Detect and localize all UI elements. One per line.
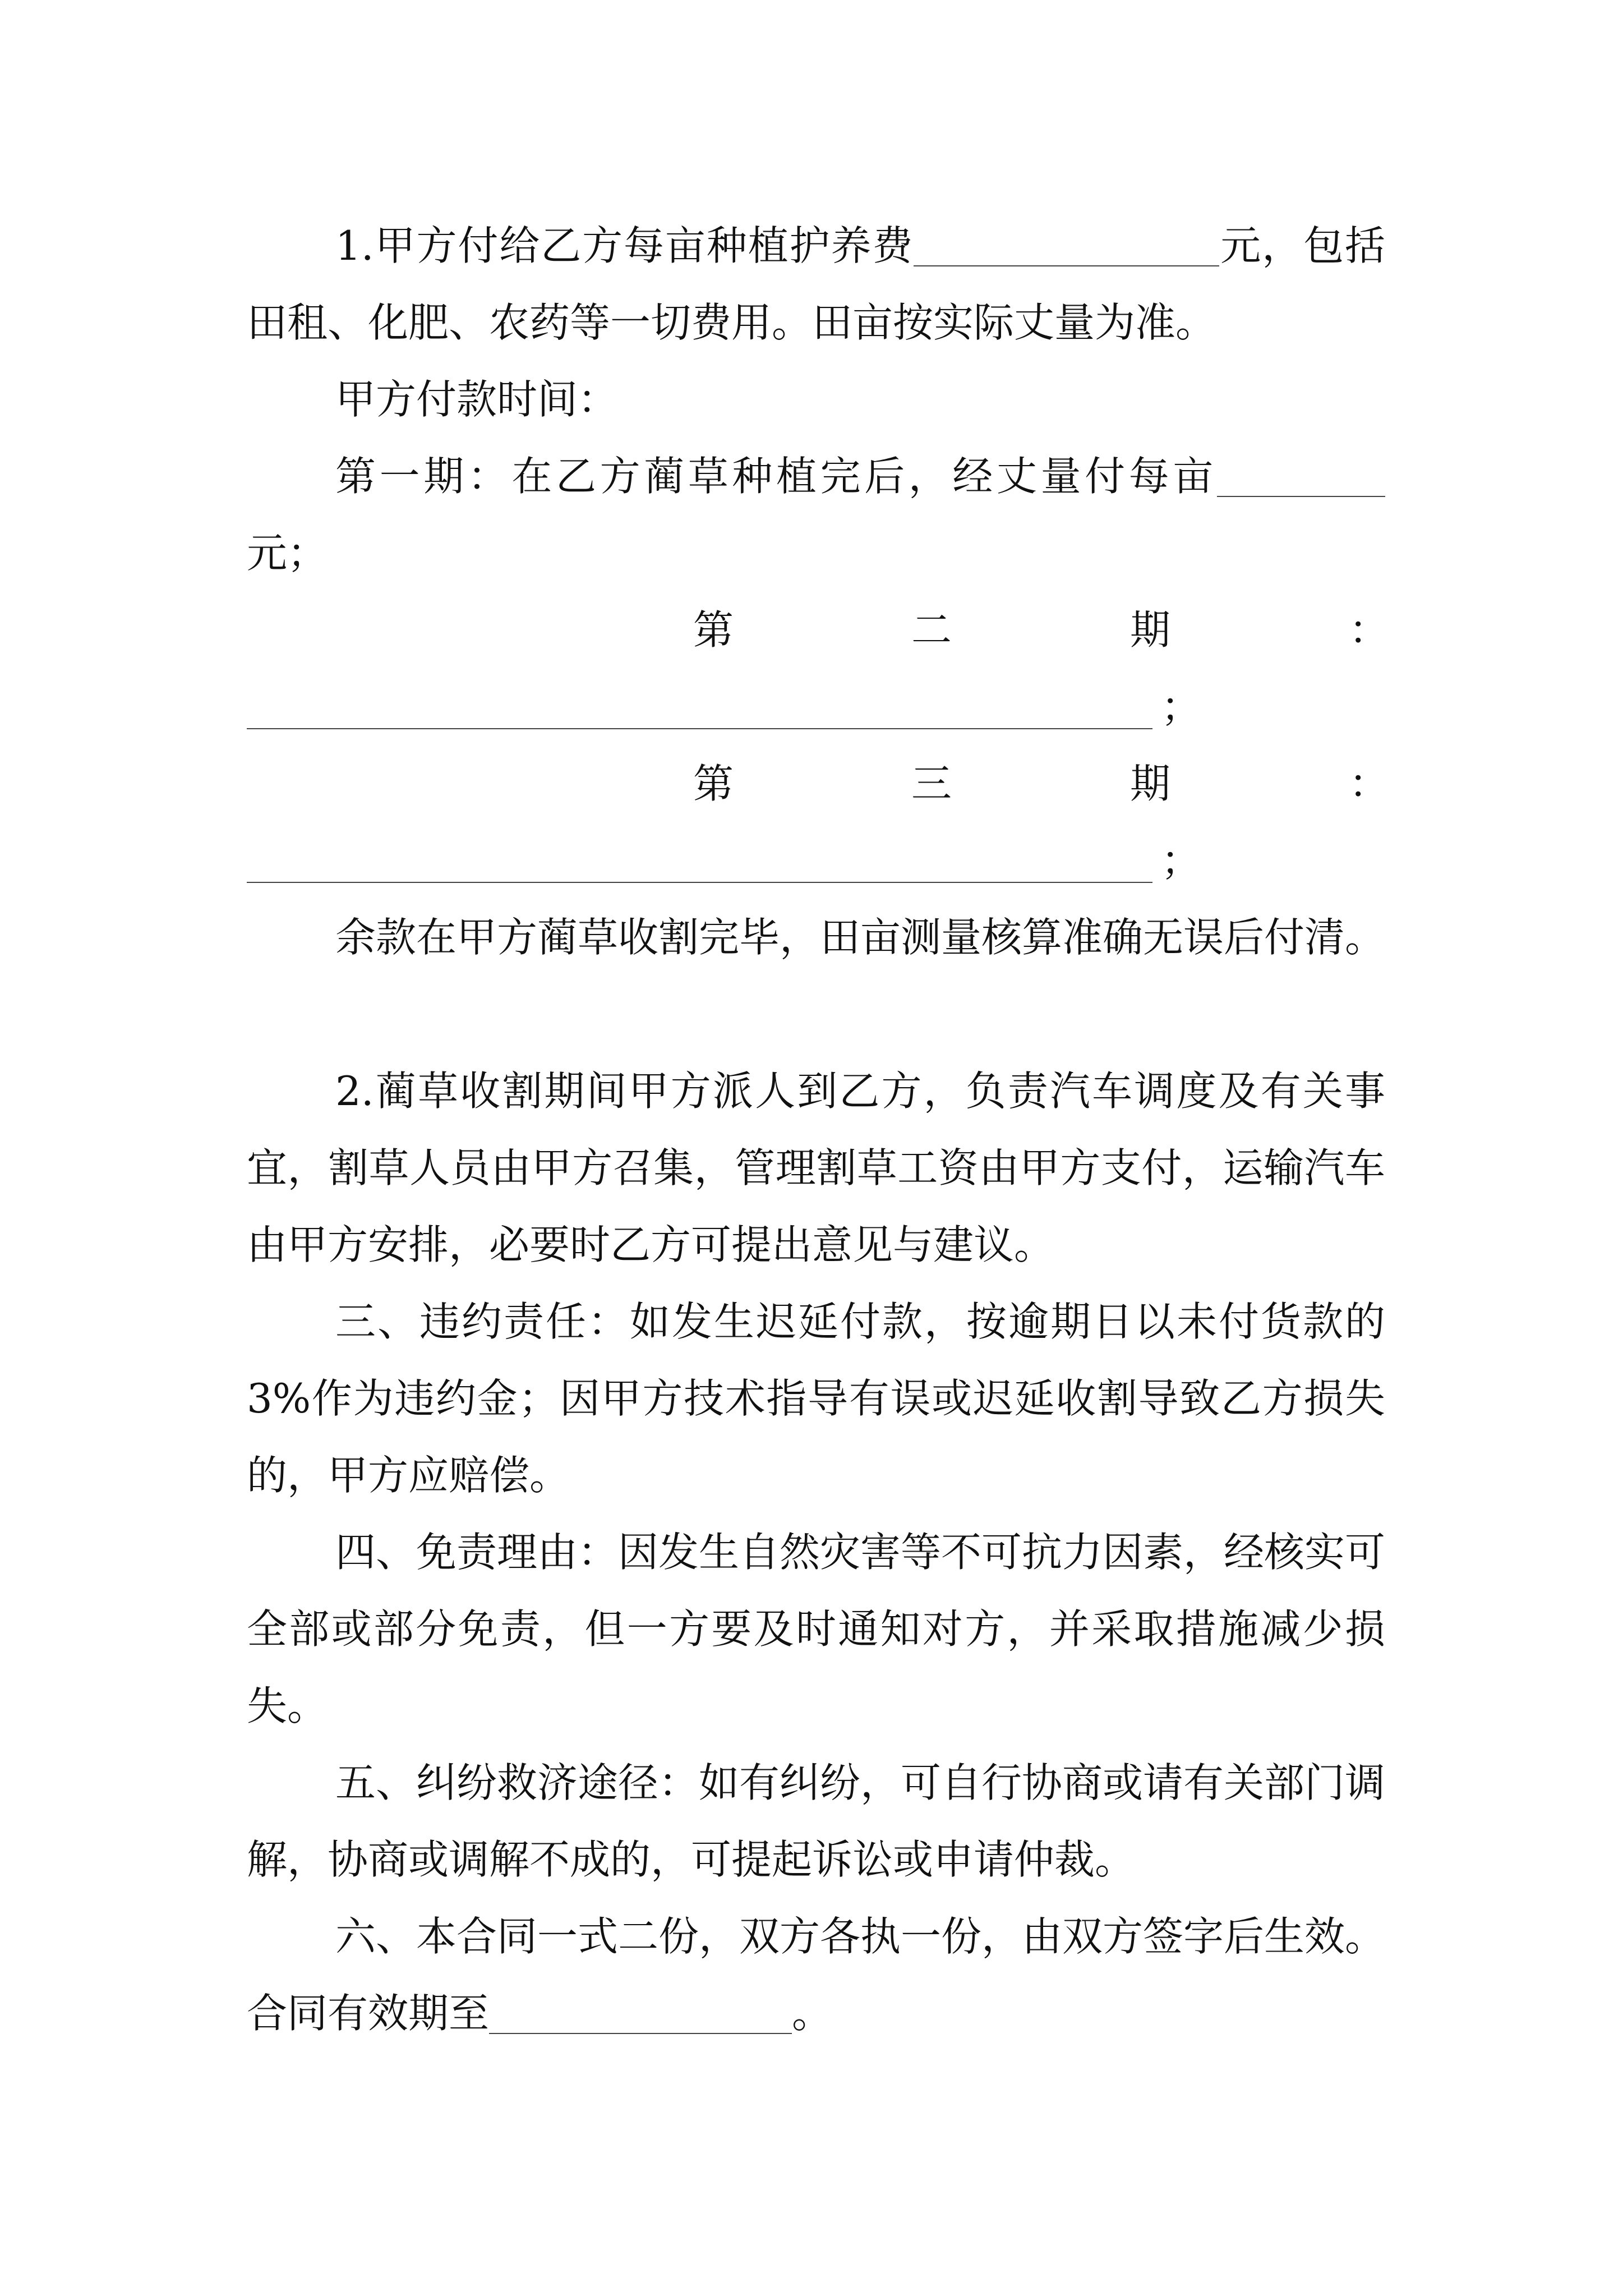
installment-2-label: 第 二 期 ： xyxy=(693,606,1390,654)
clause-3-liability: 三、违约责任：如发生迟延付款，按逾期日以未付货款的 3%作为违约金；因甲方技术指导有误或迟延收割导致乙方损失的，甲方应赔偿。 xyxy=(247,1298,1385,1499)
installment-2-line: ； xyxy=(247,669,1385,746)
clause-6-copies: 六、本合同一式二份，双方各执一份，由双方签字后生效。合同有效期至 。 xyxy=(247,1913,1386,2037)
blank-fee-per-mu xyxy=(914,217,1219,266)
balance-payment: 余款在甲方蔺草收割完毕，田亩测量核算准确无误后付清。 xyxy=(335,914,1386,961)
installment-3-line: ； xyxy=(247,822,1385,899)
clause-5-dispute: 五、纠纷救济途径：如有纠纷，可自行协商或请有关部门调解，协商或调解不成的，可提起诉讼或申请仲裁。 xyxy=(247,1759,1386,1883)
blank-installment-2 xyxy=(247,680,1152,729)
installment-3-label: 第 三 期 ： xyxy=(693,760,1390,807)
installment-1: 第一期：在乙方蔺草种植完后，经丈量付每亩元； xyxy=(247,438,1385,592)
clause-4-exemption: 四、免责理由：因发生自然灾害等不可抗力因素，经核实可全部或部分免责，但一方要及时通知对方，并采取措施减少损失。 xyxy=(247,1529,1386,1729)
payment-time-heading: 甲方付款时间： xyxy=(335,376,619,423)
blank-installment-1 xyxy=(1217,448,1385,497)
clause-1-fee: 1.甲方付给乙方每亩种植护养费 元，包括田租、化肥、农药等一切费用。田亩按实际丈量为准。 xyxy=(247,208,1385,361)
clause-2-harvest: 2.蔺草收割期间甲方派人到乙方，负责汽车调度及有关事宜，割草人员由甲方召集，管理割草工资由甲方支付，运输汽车由甲方安排，必要时乙方可提出意见与建议。 xyxy=(247,1068,1385,1268)
blank-installment-3 xyxy=(247,834,1152,883)
blank-validity-date xyxy=(489,1985,792,2034)
